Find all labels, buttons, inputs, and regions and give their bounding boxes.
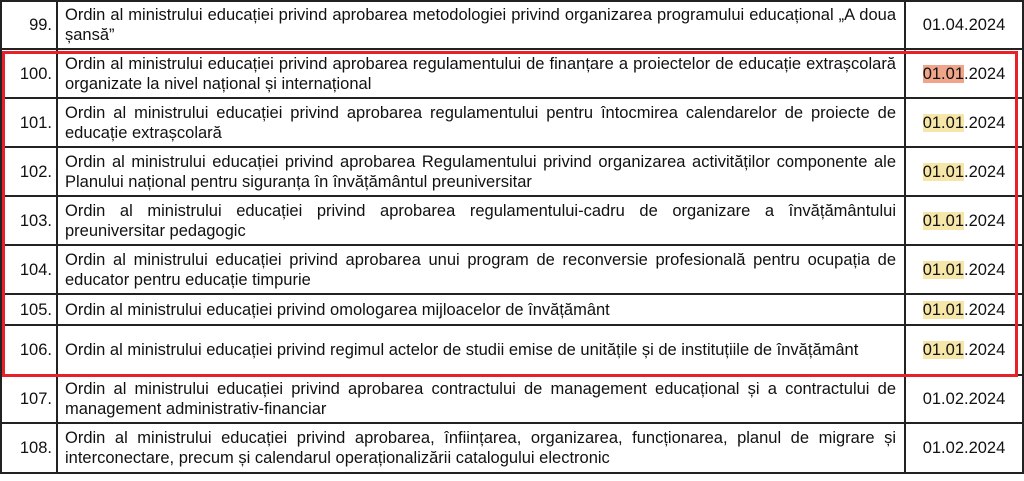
table-row xyxy=(1,423,1023,473)
date-highlight-yellow: 01.01 xyxy=(922,162,964,181)
order-title: Ordin al ministrului educației privind aprobarea Regulamentului privind organizarea activităților componente ale Planului național pentru siguranța în învățământul preuniversitar xyxy=(57,147,905,196)
date-year: .2024 xyxy=(964,341,1006,359)
date-year: .2024 xyxy=(964,300,1006,319)
effective-date xyxy=(905,294,1023,325)
date-year: .2024 xyxy=(964,211,1006,230)
order-title: Ordin al ministrului educației privind aprobarea metodologiei privind organizarea programului educațional „A doua șansă” xyxy=(57,1,905,49)
date-year: .2024 xyxy=(964,16,1006,34)
date-highlight-yellow: 01.01 xyxy=(922,211,964,230)
effective-date xyxy=(905,245,1023,294)
date-day-month: 01.02 xyxy=(922,439,964,457)
order-title: Ordin al ministrului educației privind aprobarea, înființarea, organizarea, funcționarea, planul de migrare și interconectare, precum și calendarul operaționalizării catalogului electronic xyxy=(57,423,905,473)
effective-date xyxy=(905,147,1023,196)
order-title: Ordin al ministrului educației privind aprobarea regulamentului pentru întocmirea calendarelor de proiecte de educație extrașcolară xyxy=(57,98,905,147)
row-number: 107. xyxy=(1,375,57,423)
order-title: Ordin al ministrului educației privind aprobarea regulamentului de finanțare a proiectelor de educație extrașcolară organizate la nivel național și internațional xyxy=(57,49,905,98)
order-title: Ordin al ministrului educației privind aprobarea regulamentului-cadru de organizare a învățământului preuniversitar pedagogic xyxy=(57,196,905,245)
date-year: .2024 xyxy=(964,260,1006,279)
row-number: 106. xyxy=(1,325,57,375)
effective-date xyxy=(905,423,1023,473)
table-row xyxy=(1,49,1023,98)
date-year: .2024 xyxy=(964,162,1006,181)
effective-date xyxy=(905,1,1023,49)
row-number: 99. xyxy=(1,1,57,49)
order-title: Ordin al ministrului educației privind aprobarea contractului de management educațional și a contractului de management administrativ-financiar xyxy=(57,375,905,423)
order-title: Ordin al ministrului educației privind omologarea mijloacelor de învățământ xyxy=(57,294,905,325)
row-number: 102. xyxy=(1,147,57,196)
effective-date xyxy=(905,98,1023,147)
date-year: .2024 xyxy=(964,439,1006,457)
date-highlight-yellow: 01.01 xyxy=(922,113,964,132)
row-number: 101. xyxy=(1,98,57,147)
effective-date xyxy=(905,325,1023,375)
date-highlight-yellow: 01.01 xyxy=(922,341,964,359)
row-number: 104. xyxy=(1,245,57,294)
row-number: 103. xyxy=(1,196,57,245)
table-row xyxy=(1,375,1023,423)
table-row xyxy=(1,147,1023,196)
date-year: .2024 xyxy=(964,64,1006,83)
date-year: .2024 xyxy=(964,113,1006,132)
table-row xyxy=(1,245,1023,294)
date-highlight-yellow: 01.01 xyxy=(922,300,964,319)
table-row xyxy=(1,196,1023,245)
date-highlight-orange: 01.01 xyxy=(922,64,964,83)
order-title: Ordin al ministrului educației privind regimul actelor de studii emise de unitățile și de instituțiile de învățământ xyxy=(57,325,905,375)
row-number: 100. xyxy=(1,49,57,98)
table-row xyxy=(1,1,1023,49)
order-title: Ordin al ministrului educației privind aprobarea unui program de reconversie profesională pentru ocupația de educator pentru educație timpurie xyxy=(57,245,905,294)
table-row xyxy=(1,294,1023,325)
date-year: .2024 xyxy=(964,390,1006,408)
date-highlight-yellow: 01.01 xyxy=(922,260,964,279)
table-row xyxy=(1,98,1023,147)
table-row xyxy=(1,325,1023,375)
date-day-month: 01.02 xyxy=(922,390,964,408)
row-number: 108. xyxy=(1,423,57,473)
effective-date xyxy=(905,49,1023,98)
date-day-month: 01.04 xyxy=(922,16,964,34)
row-number: 105. xyxy=(1,294,57,325)
effective-date xyxy=(905,375,1023,423)
effective-date xyxy=(905,196,1023,245)
